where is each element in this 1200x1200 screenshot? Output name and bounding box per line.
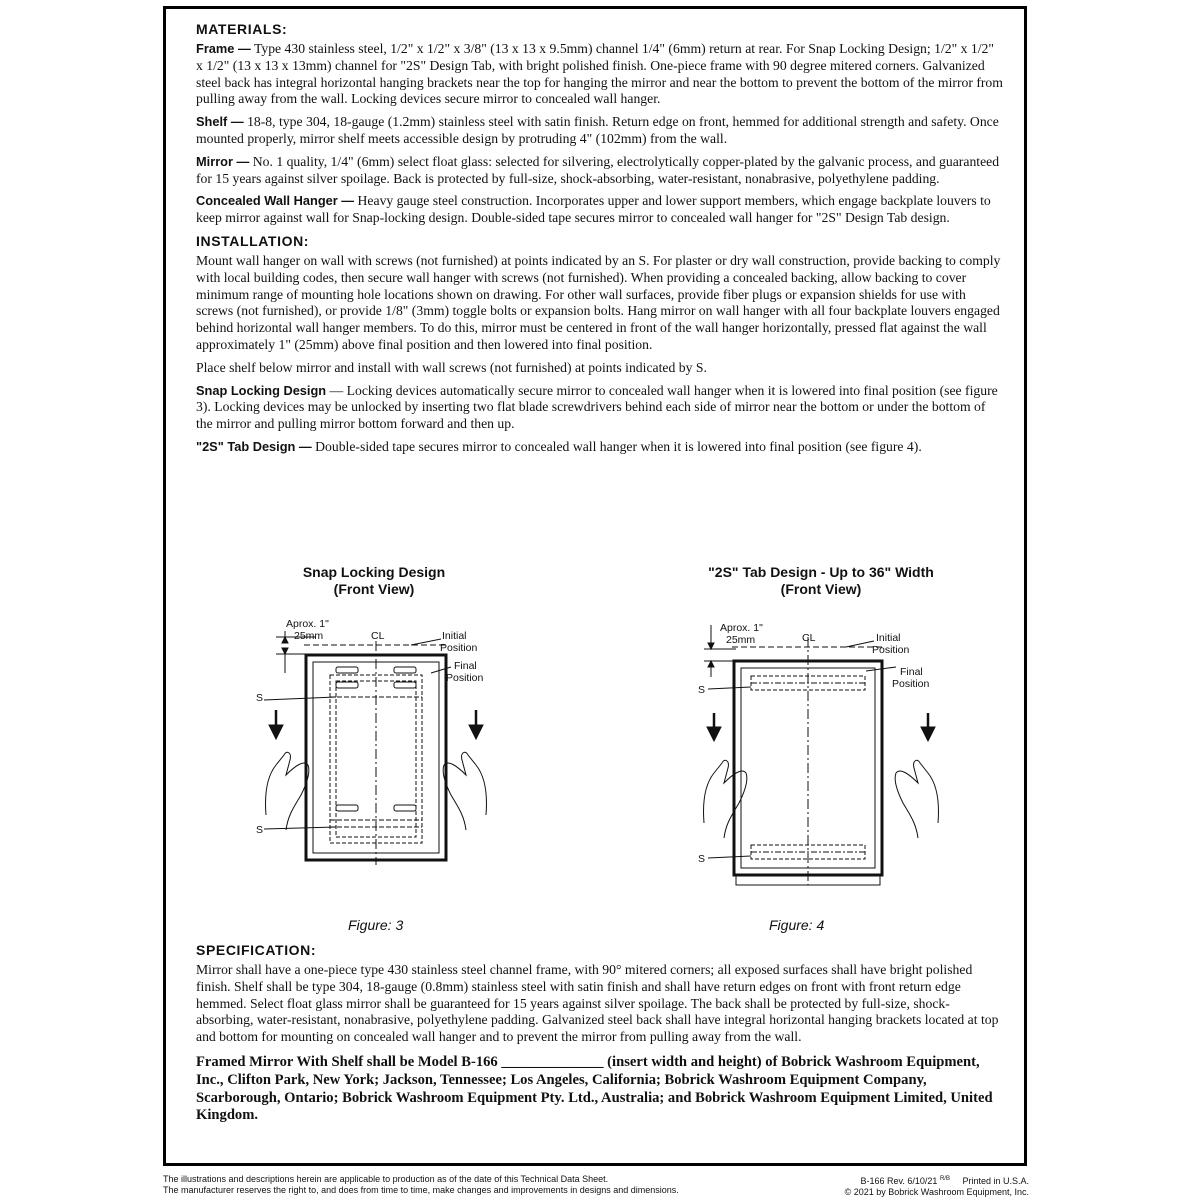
tab-design-label: "2S" Tab Design —	[196, 438, 312, 454]
figure-4-centerline-label: CL	[802, 632, 816, 644]
installation-paragraph-2: Place shelf below mirror and install with wall screws (not furnished) at points indicated by S.	[196, 359, 707, 375]
shelf-label: Shelf —	[196, 114, 244, 130]
figure-4-initial-label-2: Position	[872, 644, 910, 656]
figure-4-s-top-label: S	[698, 684, 706, 696]
figure-3-title-line-2: (Front View)	[333, 581, 415, 597]
figure-3-aprox-label: Aprox. 1"	[286, 618, 329, 630]
figure-4-title-line-2: (Front View)	[780, 581, 862, 597]
figure-4-initial-label-1: Initial	[876, 632, 901, 644]
specification-heading: SPECIFICATION:	[196, 942, 317, 958]
footer-revision: B-166 Rev. 6/10/21	[860, 1176, 938, 1186]
tab-design-text: Double-sided tape secures mirror to concealed wall hanger when it is lowered into final position (see figure 4).	[311, 438, 922, 454]
figure-3-caption: Figure: 3	[348, 917, 404, 933]
frame-label: Frame —	[196, 41, 251, 56]
snap-locking-text: — Locking devices automatically secure mirror to concealed wall hanger when it is lowered into final position (see figure 3). Locking devices may be unlocked by inserting two flat blade screwdrivers behind each side of mirror near the bottom or under the bottom of the mirror and pulling mirror bottom forward and then up.	[196, 382, 998, 432]
frame-paragraph	[196, 41, 1004, 108]
upper-content	[196, 21, 1004, 462]
model-specification-paragraph: Framed Mirror With Shelf shall be Model B-166 ______________ (insert width and height) of Bobrick Washroom Equipment, Inc., Clifton Park, New York; Jackson, Tennessee; Los Angeles, California; Bobrick Washroom Equipment Company, Scarborough, Ontario; Bobrick Washroom Equipment Pty. Ltd., Australia; and Bobrick Washroom Equipment Limited, United Kingdom.	[196, 1053, 993, 1124]
figure-3-initial-label-2: Position	[440, 642, 478, 654]
data-sheet-frame	[163, 6, 1027, 1166]
footer-document-info	[827, 1174, 1029, 1198]
figure-4-aprox-label: Aprox. 1"	[720, 622, 763, 634]
figure-3-mm-label: 25mm	[294, 630, 324, 642]
specification-paragraph: Mirror shall have a one-piece type 430 stainless steel channel frame, with 90° mitered corners; all exposed surfaces shall have bright polished finish. Shelf shall be type 304, 18-gauge (0.8mm) stainless steel with satin finish and shall have return edges on front with front return edge hemmed. Select float glass mirror shall be guaranteed for 15 years against silver spoilage. The back shall be protected by full-size, shock-absorbing, water-resistant, nonabrasive, polyethylene padding. Galvanized steel back shall have integral horizontal hanging brackets located at top and bottom for mounting on concealed wall hanger and to prevent the mirror from pulling away from the wall.	[196, 962, 999, 1045]
installation-heading: INSTALLATION:	[196, 232, 310, 249]
snap-locking-label: Snap Locking Design	[196, 382, 327, 398]
mirror-paragraph	[196, 154, 1004, 188]
footer-disclaimer-line-2: The manufacturer reserves the right to, and does from time to time, make changes and improvements in designs and dimensions.	[163, 1185, 679, 1195]
footer-revision-sup: R/B	[939, 1176, 950, 1182]
specification-section	[196, 942, 1004, 1125]
footer-disclaimer	[163, 1174, 783, 1196]
footer-printed: Printed in U.S.A.	[962, 1176, 1029, 1186]
hanger-label: Concealed Wall Hanger —	[196, 193, 355, 209]
figure-3-s-top-label: S	[256, 692, 264, 704]
figure-4-caption: Figure: 4	[769, 917, 825, 933]
figure-3-s-bottom-label: S	[256, 824, 264, 836]
figure-4-s-bottom-label: S	[698, 853, 706, 865]
figure-3-drawing	[256, 615, 496, 871]
figure-3-final-label-1: Final	[454, 660, 477, 672]
figure-4-mm-label: 25mm	[726, 634, 756, 646]
footer-disclaimer-line-1: The illustrations and descriptions herein are applicable to production as of the date of this Technical Data Sheet.	[163, 1174, 609, 1184]
hanger-text: Heavy gauge steel construction. Incorporates upper and lower support members, which engage backplate louvers to keep mirror against wall for Snap-locking design. Double-sided tape secures mirror to concealed wall hanger for "2S" Design Tab design.	[196, 193, 991, 226]
figure-3-centerline-label: CL	[371, 630, 385, 642]
mirror-text: No. 1 quality, 1/4" (6mm) select float glass: selected for silvering, electrolytically copper-plated by the galvanic process, and guaranteed for 15 years against silver spoilage. Back is protected by full-size, shock-absorbing, water-resistant, nonabrasive, polyethylene padding.	[196, 153, 1000, 186]
figure-4-title	[686, 564, 956, 598]
footer-revision-line	[827, 1174, 1029, 1187]
figure-4-drawing	[696, 613, 946, 889]
shelf-paragraph	[196, 114, 1004, 148]
figure-3-final-label-2: Position	[446, 672, 484, 684]
figure-3-title-line-1: Snap Locking Design	[302, 564, 446, 580]
frame-text: Type 430 stainless steel, 1/2" x 1/2" x 3/8" (13 x 13 x 9.5mm) channel 1/4" (6mm) return at rear. For Snap Locking Design; 1/2" x 1/2" x 1/2" (13 x 13 x 13mm) channel for "2S" Design Tab, with bright polished finish. One-piece frame with 90 degree mitered corners. Galvanized steel back has integral horizontal hanging brackets near the top for hanging the mirror and near the bottom to prevent the bottom of the mirror from pulling away from the wall. Locking devices secure mirror to concealed wall hanger.	[196, 41, 1003, 107]
tab-design-paragraph	[196, 439, 1004, 456]
figure-4-title-line-1: "2S" Tab Design - Up to 36" Width	[708, 564, 934, 580]
mirror-label: Mirror —	[196, 153, 250, 169]
figure-4-final-label-1: Final	[900, 666, 923, 678]
figure-3-title	[254, 564, 494, 598]
snap-locking-paragraph	[196, 383, 1004, 433]
hanger-paragraph	[196, 193, 1004, 227]
figure-3-initial-label-1: Initial	[442, 630, 467, 642]
figure-4-final-label-2: Position	[892, 678, 930, 690]
installation-paragraph-1: Mount wall hanger on wall with screws (not furnished) at points indicated by an S. For plaster or dry wall construction, provide backing to comply with local building codes, then secure wall hanger with screws (not furnished). When providing a concealed backing, allow backing to cover minimum range of mounting hole locations shown on drawing. For other wall surfaces, provide fiber plugs or expansion shields for use with screws (not furnished), or provide 1/8" (3mm) toggle bolts or expansion bolts. Hang mirror on wall hanger with all four backplate louvers engaged behind horizontal wall hanger members. To do this, mirror must be centered in front of the wall hanger horizontally, pressed flat against the wall approximately 1" (25mm) above final position and then lowered into final position.	[196, 252, 1001, 352]
materials-heading: MATERIALS:	[196, 21, 288, 37]
footer-copyright: © 2021 by Bobrick Washroom Equipment, Inc.	[844, 1187, 1029, 1197]
shelf-text: 18-8, type 304, 18-gauge (1.2mm) stainless steel with satin finish. Return edge on front, hemmed for additional strength and safety. Once mounted properly, mirror shelf meets accessible design by protruding 4" (102mm) from the wall.	[196, 114, 999, 146]
